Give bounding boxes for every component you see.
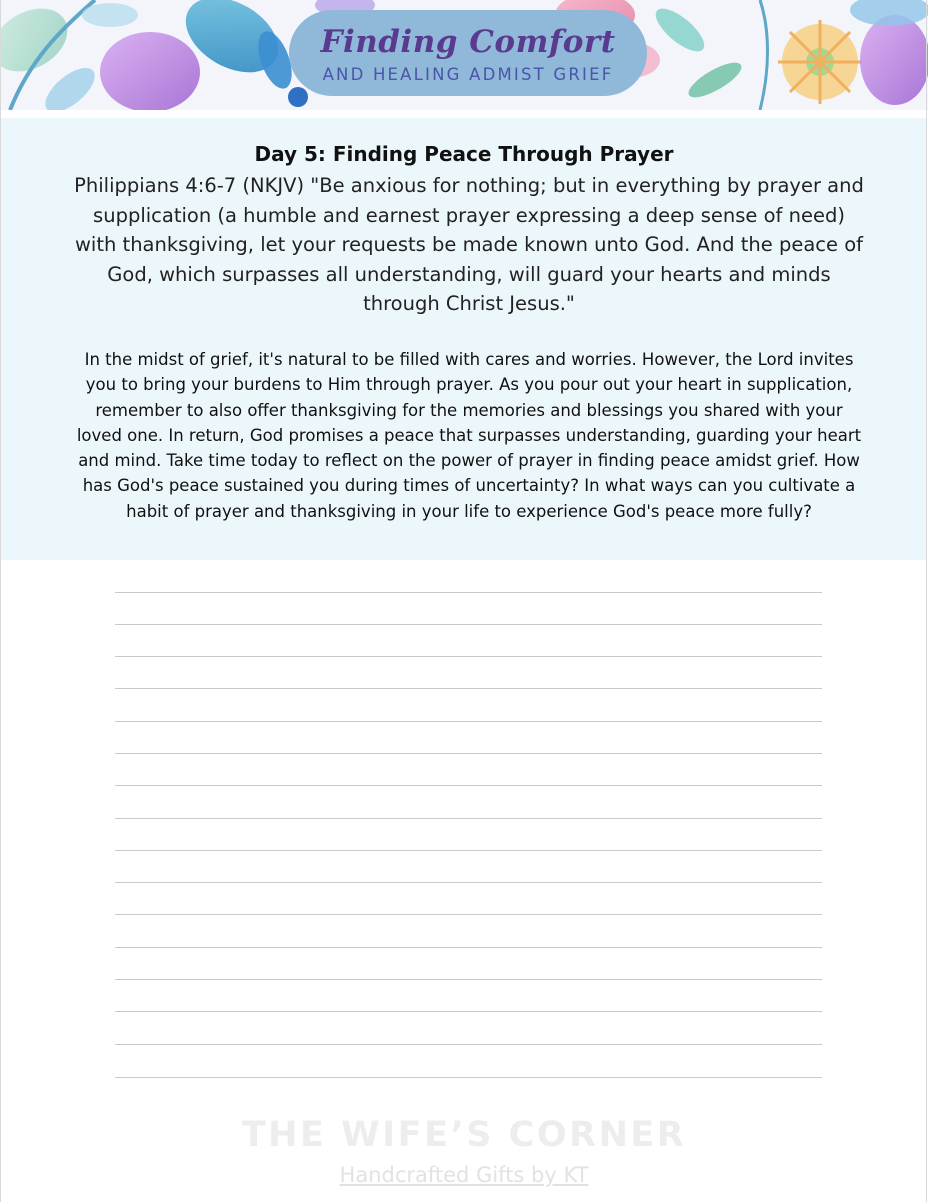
writing-line [115, 979, 822, 980]
writing-line [115, 785, 822, 786]
brand-tagline-link[interactable]: Handcrafted Gifts by KT [339, 1163, 589, 1187]
scripture-passage: Philippians 4:6-7 (NKJV) "Be anxious for nothing; but in everything by prayer and supplication (a humble and earnest prayer expressing a deep sense of need) with thanksgiving, let your requests be made known unto God. And the peace of God, which surpasses all understanding, will guard your hearts and minds through Christ Jesus." [74, 174, 864, 315]
writing-line [115, 624, 822, 625]
writing-line [115, 882, 822, 883]
writing-line [115, 1044, 822, 1045]
devotional-panel [1, 118, 927, 560]
writing-line [115, 1011, 822, 1012]
writing-line [115, 1077, 822, 1078]
writing-line [115, 818, 822, 819]
reflection-text: In the midst of grief, it's natural to be filled with cares and worries. However, the Lord invites you to bring your burdens to Him through prayer. As you pour out your heart in supplication, remember to also offer thanksgiving for the memories and blessings you shared with your loved one. In return, God promises a peace that surpasses understanding, guarding your heart and mind. Take time today to reflect on the power of prayer in finding peace amidst grief. How has God's peace sustained you during times of uncertainty? In what ways can you cultivate a habit of prayer and thanksgiving in your life to experience God's peace more fully? [76, 350, 862, 521]
writing-line [115, 721, 822, 722]
writing-line [115, 753, 822, 754]
writing-line [115, 850, 822, 851]
page-title: Finding Comfort [320, 24, 616, 60]
writing-line [115, 914, 822, 915]
day-title: Day 5: Finding Peace Through Prayer [254, 142, 674, 166]
writing-line [115, 656, 822, 657]
writing-line [115, 592, 822, 593]
title-badge [289, 10, 647, 96]
writing-line [115, 688, 822, 689]
brand-watermark: THE WIFE’S CORNER [241, 1115, 687, 1155]
page-subtitle: AND HEALING ADMIST GRIEF [322, 65, 614, 84]
writing-line [115, 947, 822, 948]
header-banner [0, 0, 928, 110]
